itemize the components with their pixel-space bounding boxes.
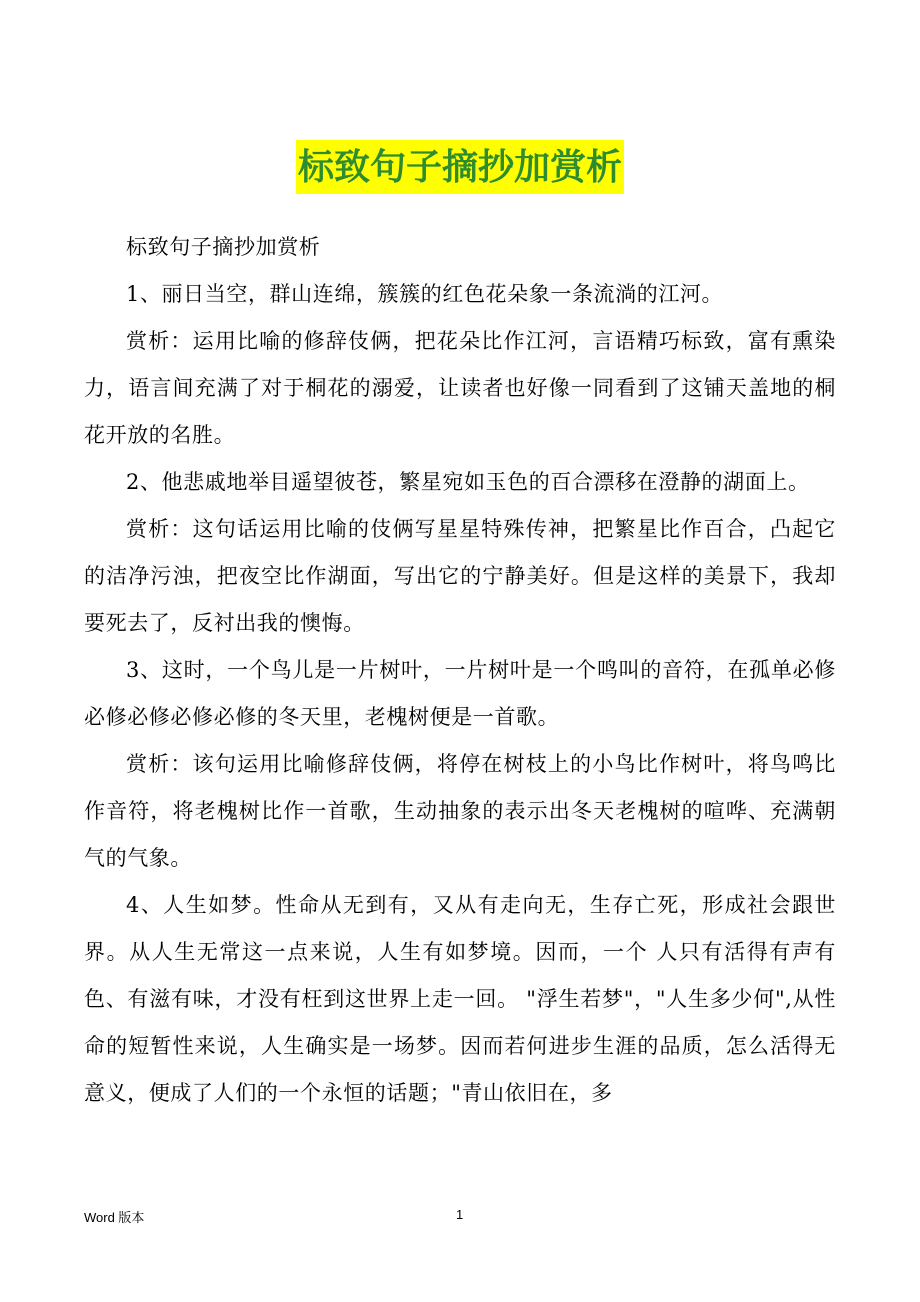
paragraph-sentence-1: 1、丽日当空，群山连绵，簇簇的红色花朵象一条流淌的江河。: [126, 282, 724, 306]
page-number: 1: [456, 1207, 464, 1222]
title-container: [0, 140, 920, 194]
document-title: 标致句子摘抄加赏析: [296, 140, 624, 194]
paragraph-analysis-3: 赏析：该句运用比喻修辞伎俩，将停在树枝上的小鸟比作树叶，将鸟鸣比作音符，将老槐树比作一首歌，生动抽象的表示出冬天老槐树的喧哗、充满朝气的气象。: [84, 752, 836, 870]
document-body: [84, 224, 836, 1117]
paragraph-sentence-4: 4、人生如梦。性命从无到有，又从有走向无，生存亡死，形成社会跟世界。从人生无常这一点来说，人生有如梦境。因而，一个 人只有活得有声有色、有滋有味，才没有枉到这世界上走一回。 "浮生若梦"，"人生多少何",从性命的短暂性来说，人生确实是一场梦。因而若何进步生涯的品质，怎么活得无意义，便成了人们的一个永恒的话题；"青山依旧在，多: [84, 893, 836, 1105]
footer-label: Word 版本: [84, 1210, 145, 1225]
paragraph-heading: 标致句子摘抄加赏析: [126, 235, 321, 259]
paragraph-analysis-1: 赏析：运用比喻的修辞伎俩，把花朵比作江河，言语精巧标致，富有熏染力，语言间充满了对于桐花的溺爱，让读者也好像一同看到了这铺天盖地的桐花开放的名胜。: [84, 329, 836, 447]
paragraph-sentence-3: 3、这时，一个鸟儿是一片树叶，一片树叶是一个鸣叫的音符，在孤单必修必修必修必修必修的冬天里，老槐树便是一首歌。: [84, 658, 836, 729]
paragraph-sentence-2: 2、他悲戚地举目遥望彼苍，繁星宛如玉色的百合漂移在澄静的湖面上。: [126, 470, 810, 494]
paragraph-analysis-2: 赏析：这句话运用比喻的伎俩写星星特殊传神，把繁星比作百合，凸起它的洁净污浊，把夜空比作湖面，写出它的宁静美好。但是这样的美景下，我却要死去了，反衬出我的懊悔。: [84, 517, 836, 635]
